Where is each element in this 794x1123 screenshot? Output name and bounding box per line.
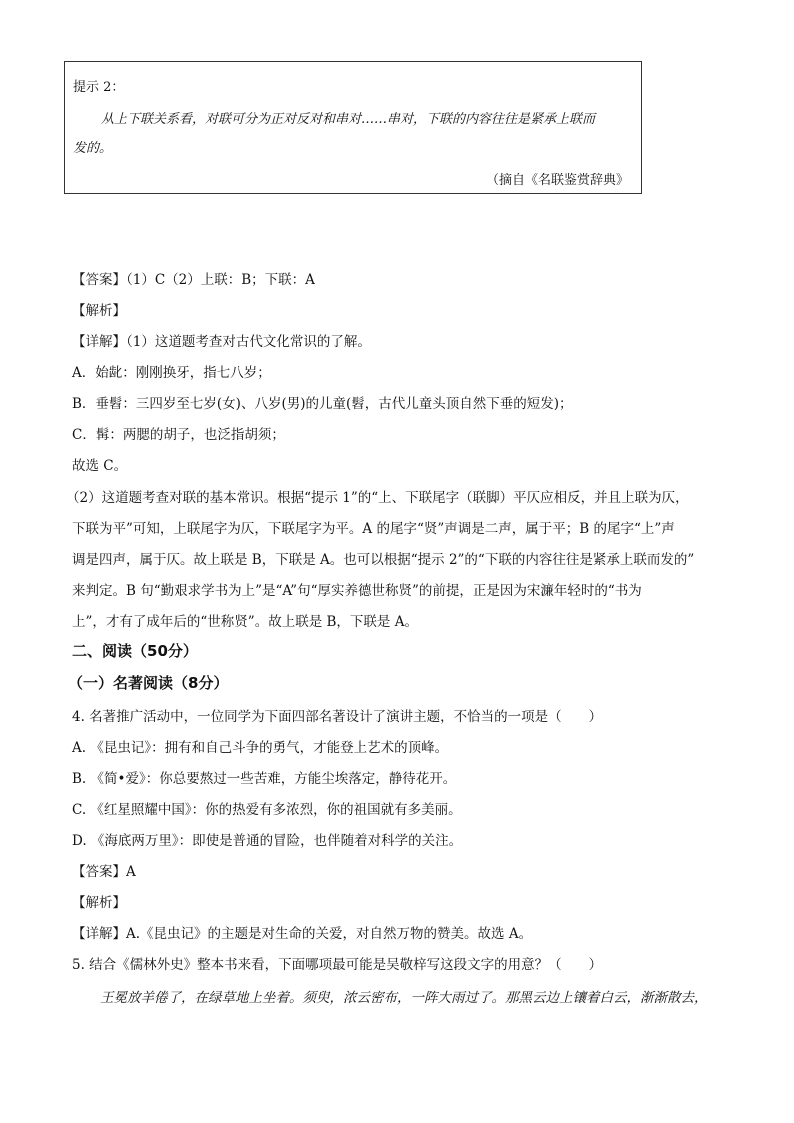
q4-option-c: C. 《红星照耀中国》：你的热爱有多浓烈，你的祖国就有多美丽。 bbox=[72, 802, 462, 818]
q3-option-c: C．髯：两腮的胡子，也泛指胡须； bbox=[72, 427, 285, 443]
q4-option-d: D. 《海底两万里》：即使是普通的冒险，也伴随着对科学的关注。 bbox=[72, 833, 463, 849]
q3-answer bbox=[72, 268, 315, 288]
q4-detail-text: A.《昆虫记》的主题是对生命的关爱，对自然万物的赞美。故选 A。 bbox=[126, 926, 533, 942]
q4-option-b: B. 《简•爱》：你总要熬过一些苦难，方能尘埃落定，静待花开。 bbox=[72, 771, 457, 787]
q3-part2-line2: 下联为平”可知，上联尾字为仄，下联尾字为平。A 的尾字“贤”声调是二声，属于平；B 的尾字“上”声 bbox=[72, 521, 675, 537]
hint-text-line2: 发的。 bbox=[73, 141, 113, 156]
q3-choose: 故选 C。 bbox=[72, 458, 128, 474]
sub-section-heading: （一）名著阅读（8分） bbox=[68, 674, 229, 692]
q3-part2-line5: 上”，才有了成年后的“世称贤”。故上联是 B，下联是 A。 bbox=[72, 614, 418, 630]
q3-part2-line1: （2）这道题考查对联的基本常识。根据“提示 1”的“上、下联尾字（联脚）平仄应相反，并且上联为仄， bbox=[66, 490, 689, 506]
section-heading: 二、阅读（50分） bbox=[72, 642, 198, 660]
q5-stem: 5. 结合《儒林外史》整本书来看，下面哪项最可能是吴敬梓写这段文字的用意？（ ） bbox=[72, 957, 603, 973]
q4-stem: 4. 名著推广活动中，一位同学为下面四部名著设计了演讲主题，不恰当的一项是（ ） bbox=[72, 709, 603, 725]
q4-answer bbox=[72, 860, 136, 880]
q3-option-b: B．垂髫：三四岁至七岁(女)、八岁(男)的儿童(髫，古代儿童头顶自然下垂的短发)； bbox=[72, 396, 573, 412]
q3-part2-line4: 来判定。B 句“勤艰求学书为上”是“A”句“厚实养德世称贤”的前提，正是因为宋濂年轻时的“书为 bbox=[72, 583, 642, 599]
answer-tag: 【答案】 bbox=[72, 864, 126, 880]
hint-text-line1: 从上下联关系看，对联可分为正对反对和串对……串对，下联的内容往往是紧承上联而 bbox=[101, 112, 596, 127]
hint-box bbox=[64, 61, 642, 194]
q3-detail1 bbox=[72, 330, 371, 350]
q3-option-a: A．始龀：刚刚换牙，指七八岁； bbox=[72, 365, 271, 381]
q3-answer-text: （1）C（2）上联：B；下联：A bbox=[126, 272, 315, 288]
answer-tag: 【答案】 bbox=[72, 272, 126, 288]
detail-tag: 【详解】 bbox=[72, 926, 126, 942]
q4-option-a: A. 《昆虫记》：拥有和自己斗争的勇气，才能登上艺术的顶峰。 bbox=[72, 740, 449, 756]
detail-tag: 【详解】 bbox=[72, 334, 126, 350]
hint-source: （摘自《名联鉴赏辞典》 bbox=[485, 173, 629, 188]
hint-title: 提示 2： bbox=[73, 80, 125, 95]
q3-analysis-tag: 【解析】 bbox=[72, 303, 126, 319]
q3-detail1-text: （1）这道题考查对古代文化常识的了解。 bbox=[126, 334, 371, 350]
q4-answer-text: A bbox=[126, 864, 136, 880]
q4-analysis-tag: 【解析】 bbox=[72, 895, 126, 911]
q5-passage: 王冕放羊倦了，在绿草地上坐着。须臾，浓云密布，一阵大雨过了。那黑云边上镶着白云，渐渐散去， bbox=[100, 990, 708, 1006]
q3-part2-line3: 调是四声，属于仄。故上联是 B，下联是 A。也可以根据“提示 2”的“下联的内容往往是紧承上联而发的” bbox=[72, 552, 695, 568]
q4-detail bbox=[72, 922, 532, 942]
